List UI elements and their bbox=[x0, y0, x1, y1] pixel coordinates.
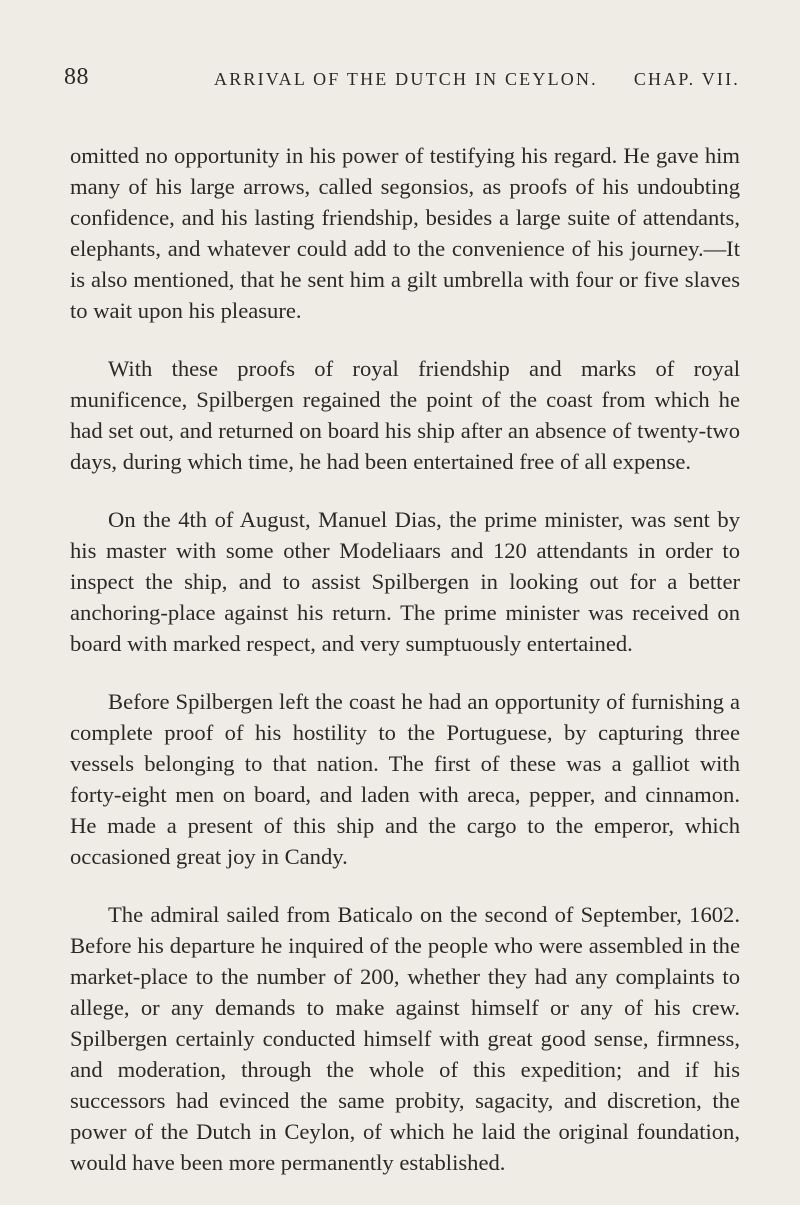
body-text bbox=[70, 140, 740, 1205]
running-head-chapter: CHAP. VII. bbox=[633, 69, 740, 89]
paragraph-prime-minister: On the 4th of August, Manuel Dias, the prime minister, was sent by his master with some other Modeliaars and 120 attendants in order to inspect the ship, and to assist Spilbergen in looking out for a better anchoring-place against his return. The prime minister was received on board with marked respect, and very sumptuously entertained. bbox=[70, 507, 740, 656]
paragraph-royal-friendship: With these proofs of royal friendship and marks of royal munificence, Spilbergen regained the point of the coast from which he had set out, and returned on board his ship after an absence of twenty-two days, during which time, he had been entertained free of all expense. bbox=[70, 356, 740, 474]
running-head bbox=[64, 64, 740, 94]
paragraph-continued: omitted no opportunity in his power of testifying his regard. He gave him many of his large arrows, called segonsios, as proofs of his undoubting confidence, and his lasting friendship, besides a large suite of attendants, elephants, and whatever could add to the convenience of his journey.—It is also mentioned, that he sent him a gilt umbrella with four or five slaves to wait upon his pleasure. bbox=[70, 143, 740, 323]
page-number: 88 bbox=[64, 64, 89, 90]
paragraph-admiral-departure: The admiral sailed from Baticalo on the second of September, 1602. Before his departure he inquired of the people who were assembled in the market-place to the number of 200, whether they had any complaints to allege, or any demands to make against himself or any of his crew. Spilbergen certainly conducted himself with great good sense, firmness, and moderation, through the whole of this expedition; and if his successors had evinced the same probity, sagacity, and discretion, the power of the Dutch in Ceylon, of which he laid the original foundation, would have been more permanently established. bbox=[70, 902, 740, 1175]
running-head-title: ARRIVAL OF THE DUTCH IN CEYLON. bbox=[214, 69, 598, 89]
paragraph-portuguese-vessels: Before Spilbergen left the coast he had an opportunity of furnishing a complete proof of his hostility to the Portuguese, by capturing three vessels belonging to that nation. The first of these was a galliot with forty-eight men on board, and laden with areca, pepper, and cinnamon. He made a present of this ship and the cargo to the emperor, which occasioned great joy in Candy. bbox=[70, 689, 740, 869]
